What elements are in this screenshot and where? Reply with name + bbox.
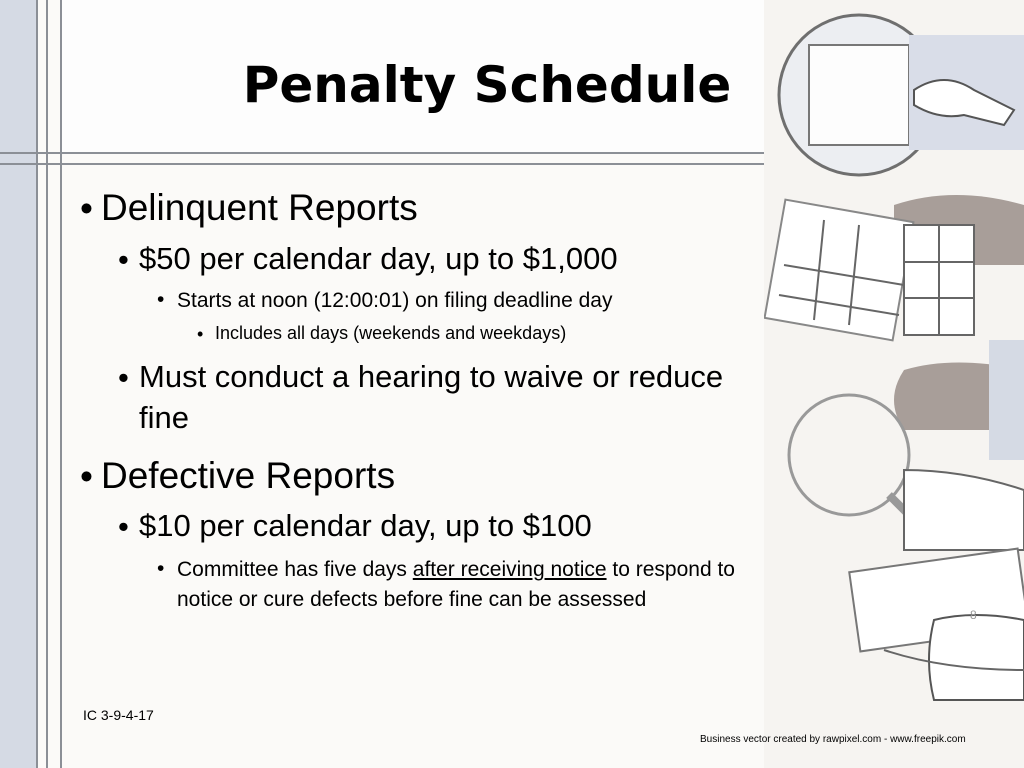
- bullet-defective-reports: Defective Reports: [101, 455, 396, 496]
- bullet-includes-all-days: Includes all days (weekends and weekdays): [215, 323, 567, 343]
- bullet-committee-line2: notice or cure defects before fine can be assessed: [177, 588, 647, 611]
- page-number: 8: [970, 608, 977, 622]
- bullet-hearing-line1: Must conduct a hearing to waive or reduce: [139, 359, 724, 394]
- bullet-marker: •: [118, 242, 129, 277]
- image-credit: Business vector created by rawpixel.com - www.freepik.com: [700, 734, 966, 745]
- bullet-delinquent-fee: $50 per calendar day, up to $1,000: [139, 241, 618, 276]
- committee-text-underlined: after receiving notice: [412, 558, 607, 581]
- bullet-committee-notice: [177, 557, 735, 582]
- bullet-defective-fee: $10 per calendar day, up to $100: [139, 508, 592, 543]
- committee-text-post: to respond to: [606, 558, 735, 581]
- committee-text-pre: Committee has five days: [177, 558, 413, 581]
- slide-title: Penalty Schedule: [242, 56, 732, 114]
- bullet-hearing-line2: fine: [139, 400, 189, 435]
- bullet-marker: •: [157, 557, 165, 580]
- bullet-marker: •: [157, 288, 165, 311]
- bullet-starts-at-noon: Starts at noon (12:00:01) on filing deadline day: [177, 289, 613, 312]
- bullet-marker: •: [80, 456, 93, 497]
- bullet-marker: •: [118, 360, 129, 395]
- bullet-marker: •: [197, 324, 204, 344]
- bullet-marker: •: [80, 188, 93, 229]
- bullet-delinquent-reports: Delinquent Reports: [101, 187, 418, 228]
- legal-citation: IC 3-9-4-17: [83, 707, 154, 723]
- bullet-marker: •: [118, 509, 129, 544]
